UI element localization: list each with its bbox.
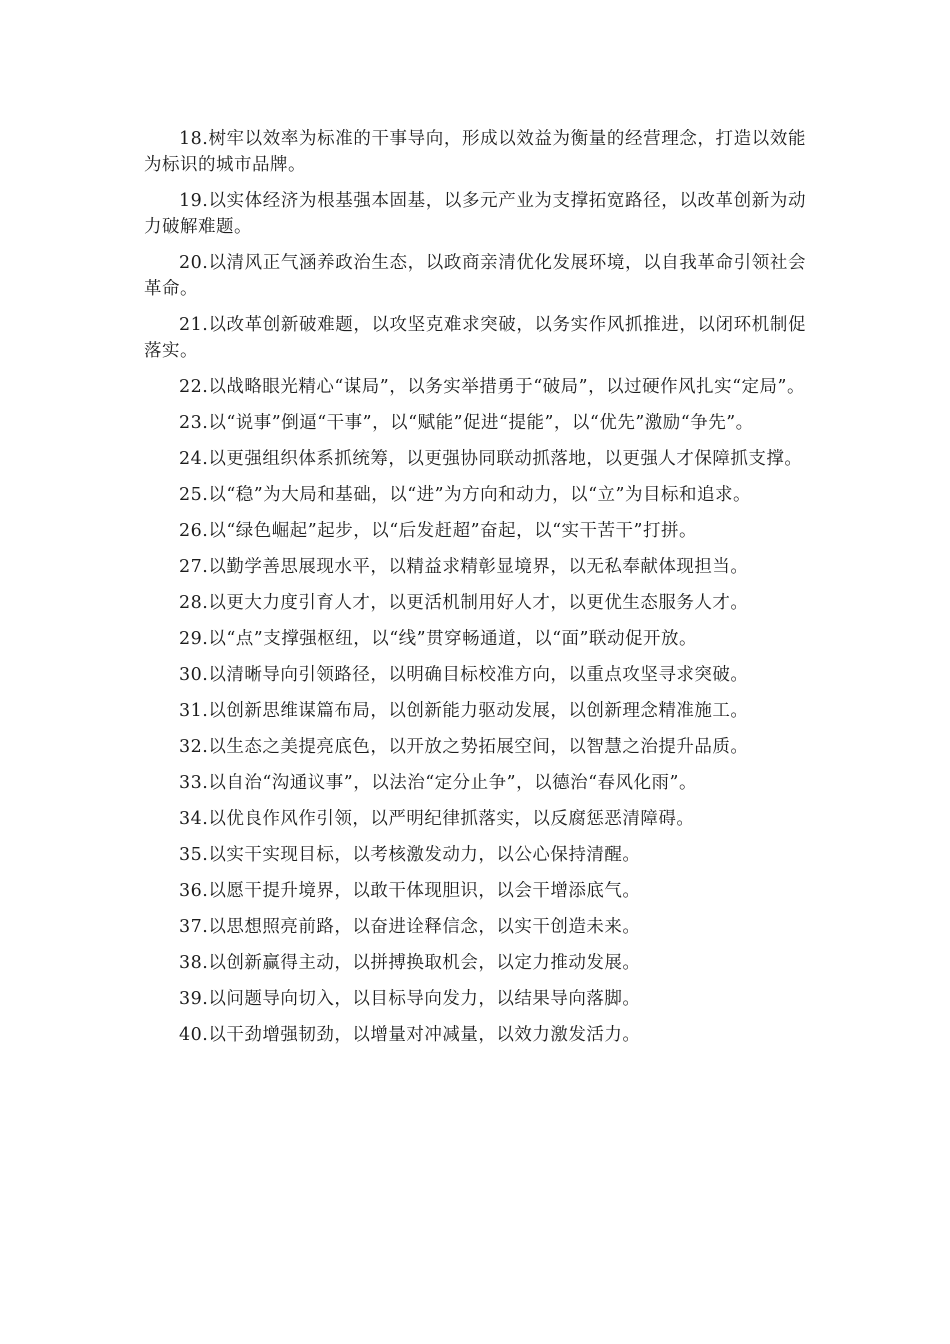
paragraph-30: 30.以清晰导向引领路径，以明确目标校准方向，以重点攻坚寻求突破。 [179, 665, 749, 685]
paragraph-31: 31.以创新思维谋篇布局，以创新能力驱动发展，以创新理念精准施工。 [179, 701, 749, 721]
paragraph-26: 26.以“绿色崛起”起步，以“后发赶超”奋起，以“实干苦干”打拼。 [179, 521, 698, 541]
paragraph-39: 39.以问题导向切入，以目标导向发力，以结果导向落脚。 [179, 989, 641, 1009]
paragraph-37: 37.以思想照亮前路，以奋进诠释信念，以实干创造未来。 [179, 917, 641, 937]
paragraph-27: 27.以勤学善思展现水平，以精益求精彰显境界，以无私奉献体现担当。 [179, 557, 749, 577]
paragraph-19: 19.以实体经济为根基强本固基，以多元产业为支撑拓宽路径，以改革创新为动力破解难题。 [144, 191, 806, 237]
paragraph-35: 35.以实干实现目标，以考核激发动力，以公心保持清醒。 [179, 845, 641, 865]
paragraph-24: 24.以更强组织体系抓统筹，以更强协同联动抓落地，以更强人才保障抓支撑。 [179, 449, 803, 469]
paragraph-38: 38.以创新赢得主动，以拼搏换取机会，以定力推动发展。 [179, 953, 641, 973]
paragraph-21: 21.以改革创新破难题，以攻坚克难求突破，以务实作风抓推进，以闭环机制促落实。 [144, 315, 806, 361]
paragraph-40: 40.以干劲增强韧劲，以增量对冲减量，以效力激发活力。 [179, 1025, 641, 1045]
paragraph-25: 25.以“稳”为大局和基础，以“进”为方向和动力，以“立”为目标和追求。 [179, 485, 752, 505]
paragraph-18: 18.树牢以效率为标准的干事导向，形成以效益为衡量的经营理念，打造以效能为标识的城市品牌。 [144, 129, 806, 175]
paragraph-36: 36.以愿干提升境界，以敢干体现胆识，以会干增添底气。 [179, 881, 641, 901]
paragraph-22: 22.以战略眼光精心“谋局”，以务实举措勇于“破局”，以过硬作风扎实“定局”。 [179, 377, 806, 397]
paragraph-20: 20.以清风正气涵养政治生态，以政商亲清优化发展环境，以自我革命引领社会革命。 [144, 253, 806, 299]
document-body [144, 126, 806, 1058]
paragraph-23: 23.以“说事”倒逼“干事”，以“赋能”促进“提能”，以“优先”激励“争先”。 [179, 413, 754, 433]
paragraph-33: 33.以自治“沟通议事”，以法治“定分止争”，以德治“春风化雨”。 [179, 773, 698, 793]
paragraph-34: 34.以优良作风作引领，以严明纪律抓落实，以反腐惩恶清障碍。 [179, 809, 695, 829]
paragraph-29: 29.以“点”支撑强枢纽，以“线”贯穿畅通道，以“面”联动促开放。 [179, 629, 698, 649]
paragraph-32: 32.以生态之美提亮底色，以开放之势拓展空间，以智慧之治提升品质。 [179, 737, 749, 757]
paragraph-28: 28.以更大力度引育人才，以更活机制用好人才，以更优生态服务人才。 [179, 593, 749, 613]
